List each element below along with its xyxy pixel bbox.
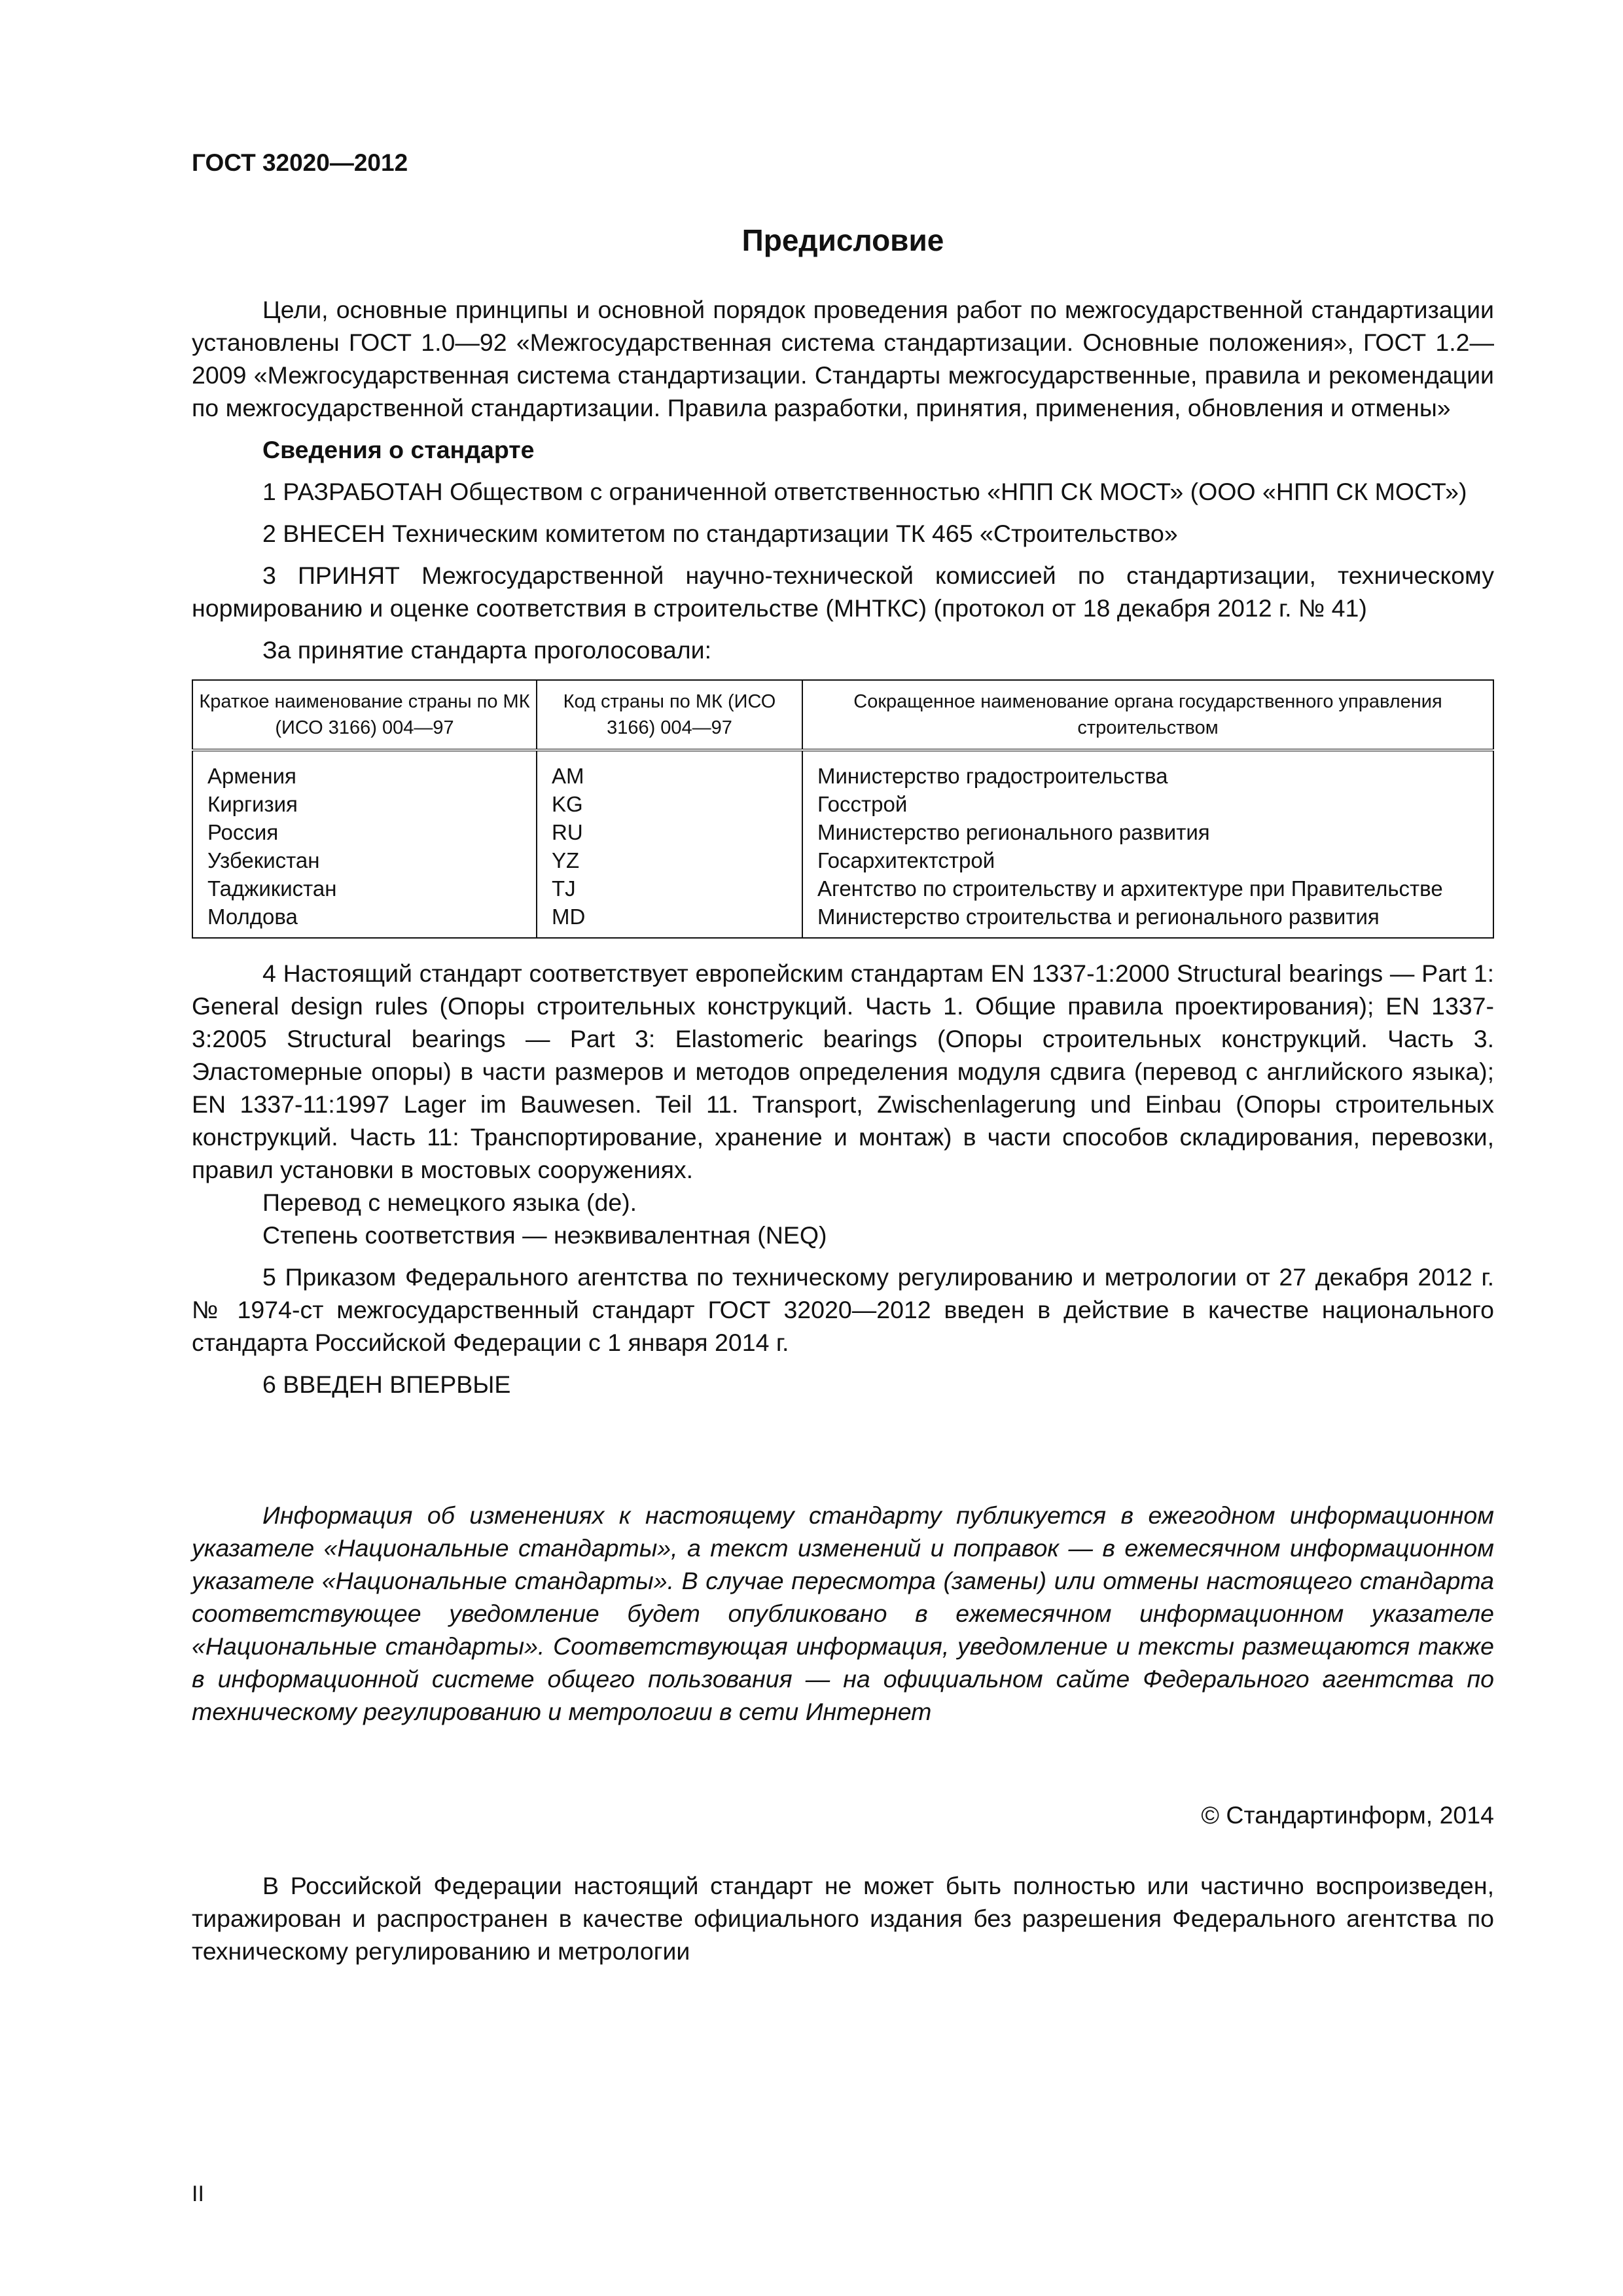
item-3-paragraph: 3 ПРИНЯТ Межгосударственной научно-технической комиссией по стандартизации, техническому нормированию и оценке соответствия в строительстве (МНТКС) (протокол от 18 декабря 2012 г. № 41) xyxy=(192,562,1494,622)
voted-paragraph: За принятие стандарта проголосовали: xyxy=(262,636,712,664)
table-cell-authority: Министерство градостроительства xyxy=(802,750,1493,790)
item-6-paragraph: 6 ВВЕДЕН ВПЕРВЫЕ xyxy=(262,1371,511,1398)
item-2-paragraph: 2 ВНЕСЕН Техническим комитетом по стандартизации ТК 465 «Строительство» xyxy=(262,520,1178,547)
table-cell-code: TJ xyxy=(537,874,802,903)
copyright-line: © Стандартинформ, 2014 xyxy=(1201,1801,1494,1829)
item-4-paragraph: 4 Настоящий стандарт соответствует европейским стандартам EN 1337-1:2000 Structural bearings — Part 1: General design rules (Опоры строительных конструкций. Часть 1. Общие правила проектирования); EN 1337-3:2005 Structural bearings — Part 3: Elastomeric bearings (Опоры строительных конструкций. Часть 3. Эластомерные опоры) в части размеров и методов определения модуля сдвига (перевод с английского языка); EN 1337-11:1997 Lager im Bauwesen. Teil 11. Transport, Zwischenlagerung und Einbau (Опоры строительных конструкций. Часть 11: Транспортирование, хранение и монтаж) в части способов складирования, перевозки, правил установки в мостовых сооружениях. xyxy=(192,960,1494,1183)
table-row xyxy=(192,874,1493,903)
table-row xyxy=(192,750,1493,790)
table-cell-code: YZ xyxy=(537,846,802,874)
info-heading: Сведения о стандарте xyxy=(262,436,535,463)
table-cell-authority: Министерство строительства и регионального развития xyxy=(802,903,1493,938)
page-number: II xyxy=(192,2181,204,2206)
table-row xyxy=(192,818,1493,846)
degree-line: Степень соответствия — неэквивалентная (NEQ) xyxy=(262,1221,827,1249)
page-title: Предисловие xyxy=(741,223,944,257)
table-cell-code: KG xyxy=(537,790,802,818)
table-cell-authority: Агентство по строительству и архитектуре при Правительстве xyxy=(802,874,1493,903)
table-cell-country: Таджикистан xyxy=(192,874,537,903)
change-notice-paragraph: Информация об изменениях к настоящему стандарту публикуется в ежегодном информационном указателе «Национальные стандарты», а текст изменений и поправок — в ежемесячном информационном указателе «Национальные стандарты». В случае пересмотра (замены) или отмены настоящего стандарта соответствующее уведомление будет опубликовано в ежемесячном информационном указателе «Национальные стандарты». Соответствующая информация, уведомление и тексты размещаются также в информационной системе общего пользования — на официальном сайте Федерального агентства по техническому регулированию и метрологии в сети Интернет xyxy=(192,1501,1494,1725)
table-row xyxy=(192,846,1493,874)
table-cell-code: RU xyxy=(537,818,802,846)
table-cell-authority: Госстрой xyxy=(802,790,1493,818)
item-5-paragraph: 5 Приказом Федерального агентства по техническому регулированию и метрологии от 27 декабря 2012 г. № 1974-ст межгосударственный стандарт ГОСТ 32020—2012 введен в действие в качестве национального стандарта Российской Федерации с 1 января 2014 г. xyxy=(192,1263,1494,1356)
table-header-country: Краткое наименование страны по МК (ИСО 3166) 004—97 xyxy=(192,680,537,750)
translation-line: Перевод с немецкого языка (de). xyxy=(262,1189,637,1216)
table-row xyxy=(192,903,1493,938)
intro-paragraph: Цели, основные принципы и основной порядок проведения работ по межгосударственной стандартизации установлены ГОСТ 1.0—92 «Межгосударственная система стандартизации. Основные положения», ГОСТ 1.2—2009 «Межгосударственная система стандартизации. Стандарты межгосударственные, правила и рекомендации по межгосударственной стандартизации. Правила разработки, принятия, применения, обновления и отмены» xyxy=(192,296,1494,422)
table-row xyxy=(192,790,1493,818)
document-code: ГОСТ 32020—2012 xyxy=(192,149,408,176)
table-cell-country: Армения xyxy=(192,750,537,790)
table-cell-country: Киргизия xyxy=(192,790,537,818)
table-cell-authority: Госархитектстрой xyxy=(802,846,1493,874)
voting-table xyxy=(192,679,1494,939)
document-body xyxy=(192,293,1494,1967)
table-header-authority: Сокращенное наименование органа государственного управления строительством xyxy=(802,680,1493,750)
table-cell-country: Узбекистан xyxy=(192,846,537,874)
legal-paragraph: В Российской Федерации настоящий стандарт не может быть полностью или частично воспроизведен, тиражирован и распространен в качестве официального издания без разрешения Федерального агентства по техническому регулированию и метрологии xyxy=(192,1872,1494,1965)
table-header-row xyxy=(192,680,1493,750)
table-cell-country: Россия xyxy=(192,818,537,846)
table-cell-code: AM xyxy=(537,750,802,790)
item-1-paragraph: 1 РАЗРАБОТАН Обществом с ограниченной ответственностью «НПП СК МОСТ» (ООО «НПП СК МОСТ») xyxy=(262,478,1467,505)
table-cell-country: Молдова xyxy=(192,903,537,938)
table-header-code: Код страны по МК (ИСО 3166) 004—97 xyxy=(537,680,802,750)
table-cell-code: MD xyxy=(537,903,802,938)
table-cell-authority: Министерство регионального развития xyxy=(802,818,1493,846)
